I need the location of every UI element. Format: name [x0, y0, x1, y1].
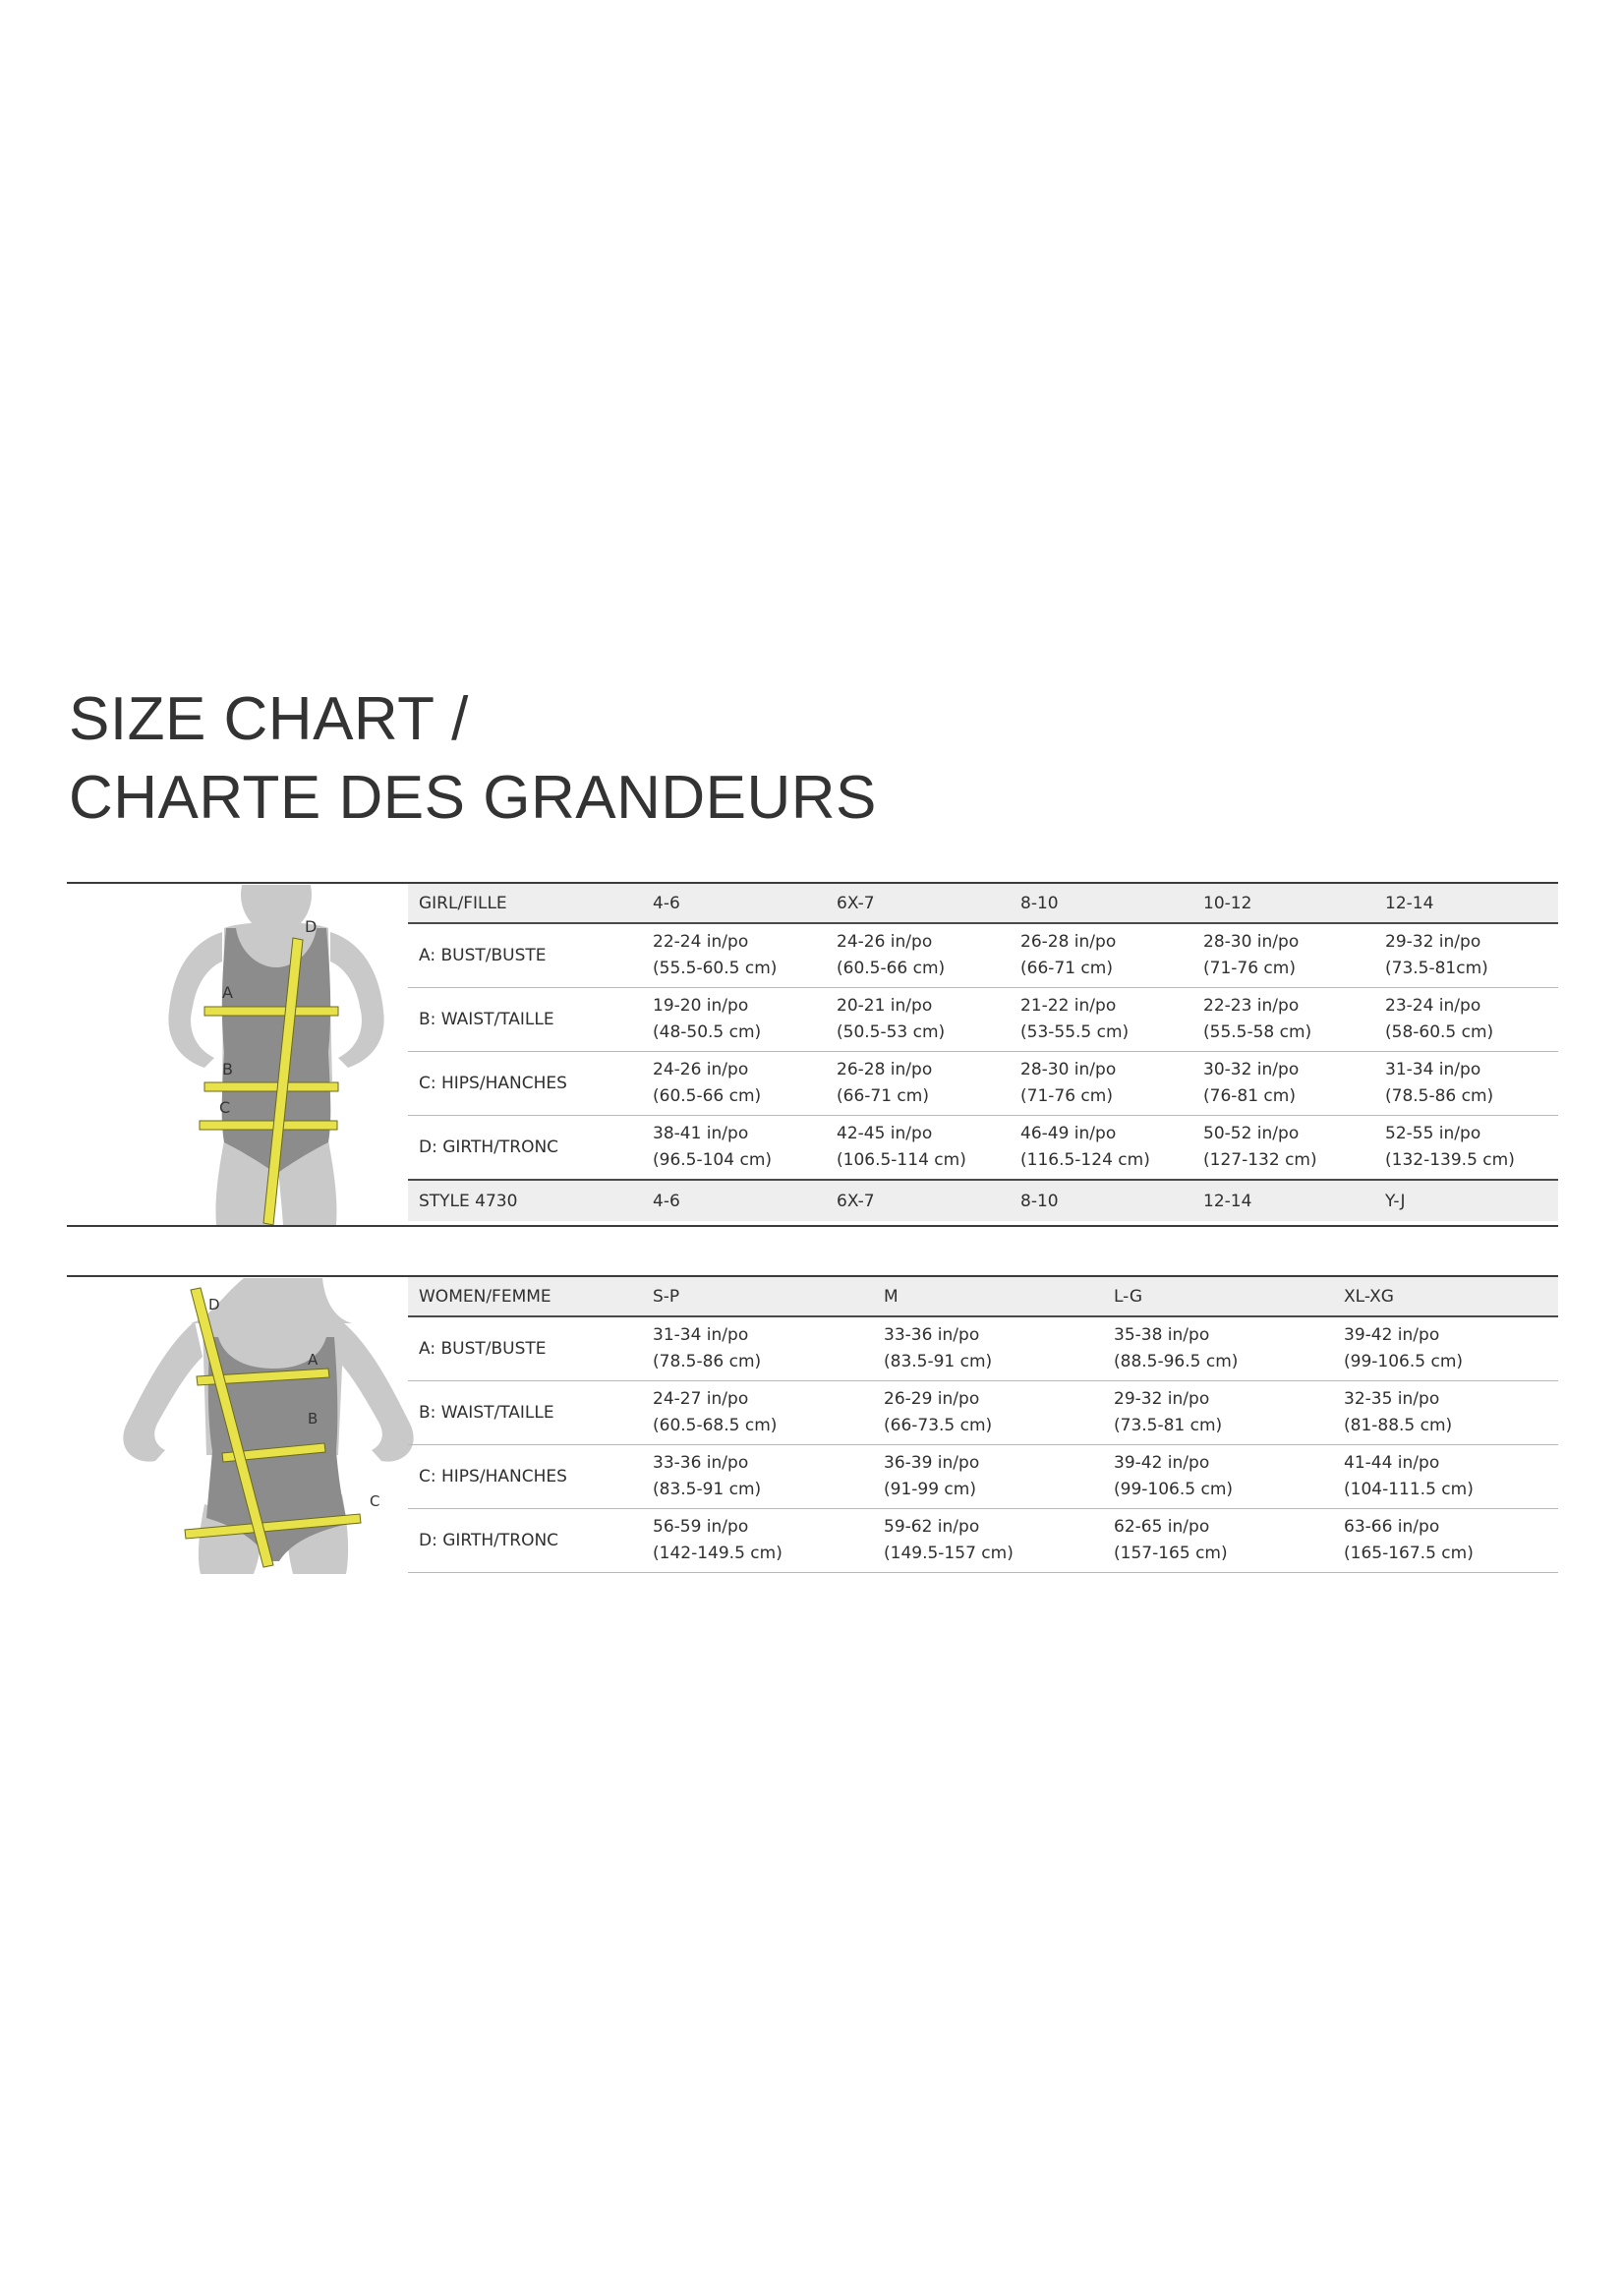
cell-cm: (55.5-60.5 cm)	[653, 959, 778, 978]
cell-cm: (73.5-81cm)	[1385, 959, 1488, 978]
table-row	[408, 1052, 1558, 1116]
cell-inches: 24-27 in/po	[653, 1389, 749, 1409]
cell-inches: 29-32 in/po	[1385, 932, 1481, 952]
table-cell	[873, 1316, 1103, 1381]
cell-cm: (48-50.5 cm)	[653, 1022, 762, 1042]
girl-size-table	[408, 884, 1558, 1221]
cell-inches: 22-23 in/po	[1203, 996, 1300, 1016]
cell-cm: (99-106.5 cm)	[1344, 1352, 1464, 1371]
girl-header-row	[408, 884, 1558, 923]
girl-label-c: C	[219, 1098, 231, 1117]
page-title	[69, 680, 877, 838]
table-cell	[1333, 1381, 1558, 1445]
cell-cm: (58-60.5 cm)	[1385, 1022, 1494, 1042]
cell-inches: 26-28 in/po	[1020, 932, 1117, 952]
cell-inches: 62-65 in/po	[1114, 1517, 1210, 1537]
header-cell: S-P	[642, 1277, 873, 1316]
title-line-1: SIZE CHART /	[69, 685, 469, 753]
women-right-arm	[334, 1321, 414, 1462]
cell-inches: 29-32 in/po	[1114, 1389, 1210, 1409]
footer-cell: 12-14	[1192, 1180, 1374, 1221]
cell-cm: (127-132 cm)	[1203, 1150, 1317, 1170]
cell-cm: (60.5-66 cm)	[837, 959, 946, 978]
cell-cm: (132-139.5 cm)	[1385, 1150, 1515, 1170]
header-cell: WOMEN/FEMME	[408, 1277, 642, 1316]
cell-inches: 42-45 in/po	[837, 1124, 933, 1143]
girl-size-section	[67, 882, 1558, 1227]
cell-cm: (60.5-66 cm)	[653, 1086, 762, 1106]
row-label: D: GIRTH/TRONC	[408, 1509, 642, 1573]
cell-inches: 30-32 in/po	[1203, 1060, 1300, 1079]
header-cell: 10-12	[1192, 884, 1374, 923]
women-label-d: D	[208, 1296, 220, 1313]
cell-cm: (96.5-104 cm)	[653, 1150, 773, 1170]
cell-inches: 38-41 in/po	[653, 1124, 749, 1143]
cell-cm: (76-81 cm)	[1203, 1086, 1296, 1106]
table-row	[408, 1116, 1558, 1181]
footer-cell: STYLE 4730	[408, 1180, 642, 1221]
header-cell: M	[873, 1277, 1103, 1316]
table-row	[408, 1381, 1558, 1445]
row-label: B: WAIST/TAILLE	[408, 1381, 642, 1445]
cell-inches: 26-28 in/po	[837, 1060, 933, 1079]
cell-inches: 23-24 in/po	[1385, 996, 1481, 1016]
table-cell	[873, 1445, 1103, 1509]
cell-cm: (83.5-91 cm)	[653, 1480, 762, 1499]
table-cell	[642, 1509, 873, 1573]
table-cell	[1192, 988, 1374, 1052]
cell-inches: 31-34 in/po	[653, 1325, 749, 1345]
table-cell	[1010, 1116, 1192, 1181]
cell-cm: (55.5-58 cm)	[1203, 1022, 1312, 1042]
girl-left-arm	[168, 932, 222, 1068]
section-bottom-rule	[67, 1225, 1558, 1227]
cell-inches: 52-55 in/po	[1385, 1124, 1481, 1143]
table-cell	[1192, 1052, 1374, 1116]
tape-a	[204, 1007, 338, 1016]
cell-inches: 59-62 in/po	[884, 1517, 980, 1537]
table-cell	[1103, 1509, 1333, 1573]
cell-inches: 21-22 in/po	[1020, 996, 1117, 1016]
table-row	[408, 988, 1558, 1052]
row-label: A: BUST/BUSTE	[408, 1316, 642, 1381]
table-cell	[1192, 923, 1374, 988]
women-size-section	[67, 1275, 1558, 1576]
table-cell	[1374, 923, 1558, 988]
table-row	[408, 1316, 1558, 1381]
girl-right-arm	[330, 932, 384, 1068]
cell-cm: (157-165 cm)	[1114, 1544, 1228, 1563]
cell-cm: (83.5-91 cm)	[884, 1352, 993, 1371]
cell-cm: (66-71 cm)	[1020, 959, 1113, 978]
table-cell	[1374, 988, 1558, 1052]
title-line-2: CHARTE DES GRANDEURS	[69, 764, 877, 832]
cell-inches: 32-35 in/po	[1344, 1389, 1440, 1409]
table-cell	[1374, 1052, 1558, 1116]
table-cell	[1333, 1445, 1558, 1509]
table-cell	[873, 1509, 1103, 1573]
cell-inches: 63-66 in/po	[1344, 1517, 1440, 1537]
header-cell: 4-6	[642, 884, 826, 923]
cell-cm: (106.5-114 cm)	[837, 1150, 966, 1170]
table-cell	[1103, 1381, 1333, 1445]
cell-inches: 33-36 in/po	[653, 1453, 749, 1473]
row-label: C: HIPS/HANCHES	[408, 1052, 642, 1116]
cell-inches: 41-44 in/po	[1344, 1453, 1440, 1473]
table-row	[408, 1509, 1558, 1573]
cell-inches: 50-52 in/po	[1203, 1124, 1300, 1143]
row-label: D: GIRTH/TRONC	[419, 1137, 559, 1157]
header-cell: 6X-7	[826, 884, 1010, 923]
cell-cm: (60.5-68.5 cm)	[653, 1416, 778, 1435]
cell-inches: 28-30 in/po	[1020, 1060, 1117, 1079]
cell-cm: (53-55.5 cm)	[1020, 1022, 1130, 1042]
girl-measurement-figure	[96, 885, 421, 1225]
cell-cm: (78.5-86 cm)	[653, 1352, 762, 1371]
cell-cm: (78.5-86 cm)	[1385, 1086, 1494, 1106]
cell-inches: 39-42 in/po	[1344, 1325, 1440, 1345]
cell-inches: 31-34 in/po	[1385, 1060, 1481, 1079]
women-measurement-figure	[96, 1278, 421, 1574]
table-cell	[826, 1116, 1010, 1181]
cell-cm: (142-149.5 cm)	[653, 1544, 783, 1563]
cell-inches: 39-42 in/po	[1114, 1453, 1210, 1473]
row-label: C: HIPS/HANCHES	[408, 1445, 642, 1509]
cell-inches: 24-26 in/po	[837, 932, 933, 952]
cell-inches: 36-39 in/po	[884, 1453, 980, 1473]
cell-inches: 35-38 in/po	[1114, 1325, 1210, 1345]
row-label: A: BUST/BUSTE	[408, 923, 642, 988]
table-cell	[642, 1445, 873, 1509]
cell-cm: (50.5-53 cm)	[837, 1022, 946, 1042]
cell-cm: (66-73.5 cm)	[884, 1416, 993, 1435]
girl-label-d: D	[305, 917, 318, 936]
table-cell	[1192, 1116, 1374, 1181]
table-cell	[1333, 1316, 1558, 1381]
header-cell: GIRL/FILLE	[408, 884, 642, 923]
table-cell	[642, 988, 826, 1052]
women-header-row	[408, 1277, 1558, 1316]
table-cell	[826, 923, 1010, 988]
cell-inches: 46-49 in/po	[1020, 1124, 1117, 1143]
cell-cm: (88.5-96.5 cm)	[1114, 1352, 1239, 1371]
table-cell	[642, 1316, 873, 1381]
table-cell	[1103, 1445, 1333, 1509]
footer-cell: 8-10	[1010, 1180, 1192, 1221]
cell-cm: (73.5-81 cm)	[1114, 1416, 1223, 1435]
cell-inches: 56-59 in/po	[653, 1517, 749, 1537]
header-cell: XL-XG	[1333, 1277, 1558, 1316]
women-label-a: A	[308, 1351, 319, 1369]
cell-cm: (91-99 cm)	[884, 1480, 976, 1499]
table-row	[408, 1445, 1558, 1509]
header-cell: 12-14	[1374, 884, 1558, 923]
cell-inches: 19-20 in/po	[653, 996, 749, 1016]
table-cell	[1010, 923, 1192, 988]
table-cell	[1374, 1116, 1558, 1181]
table-cell	[1333, 1509, 1558, 1573]
cell-cm: (116.5-124 cm)	[1020, 1150, 1150, 1170]
cell-cm: (165-167.5 cm)	[1344, 1544, 1474, 1563]
table-cell	[642, 1052, 826, 1116]
women-label-c: C	[370, 1492, 380, 1510]
women-left-arm	[123, 1321, 203, 1462]
header-cell: 8-10	[1010, 884, 1192, 923]
table-cell	[826, 988, 1010, 1052]
cell-inches: 24-26 in/po	[653, 1060, 749, 1079]
row-label: B: WAIST/TAILLE	[408, 988, 642, 1052]
footer-cell: 4-6	[642, 1180, 826, 1221]
cell-cm: (149.5-157 cm)	[884, 1544, 1014, 1563]
cell-inches: 22-24 in/po	[653, 932, 749, 952]
cell-cm: (71-76 cm)	[1020, 1086, 1113, 1106]
table-cell	[826, 1052, 1010, 1116]
header-cell: L-G	[1103, 1277, 1333, 1316]
cell-inches: 28-30 in/po	[1203, 932, 1300, 952]
cell-cm: (66-71 cm)	[837, 1086, 929, 1106]
table-cell	[642, 923, 826, 988]
cell-inches: 33-36 in/po	[884, 1325, 980, 1345]
girl-label-a: A	[222, 983, 233, 1002]
cell-inches: 26-29 in/po	[884, 1389, 980, 1409]
cell-inches: 20-21 in/po	[837, 996, 933, 1016]
cell-cm: (71-76 cm)	[1203, 959, 1296, 978]
girl-style-row	[408, 1180, 1558, 1221]
girl-label-b: B	[222, 1060, 233, 1079]
table-cell	[642, 1381, 873, 1445]
cell-cm: (81-88.5 cm)	[1344, 1416, 1453, 1435]
table-cell	[1103, 1316, 1333, 1381]
footer-cell: Y-J	[1374, 1180, 1558, 1221]
table-cell	[1010, 1052, 1192, 1116]
table-row	[408, 923, 1558, 988]
table-cell	[1010, 988, 1192, 1052]
tape-b	[204, 1082, 338, 1091]
cell-cm: (99-106.5 cm)	[1114, 1480, 1234, 1499]
table-cell	[873, 1381, 1103, 1445]
table-cell	[642, 1116, 826, 1181]
cell-cm: (104-111.5 cm)	[1344, 1480, 1474, 1499]
women-size-table	[408, 1277, 1558, 1573]
women-label-b: B	[308, 1410, 319, 1428]
tape-c	[200, 1121, 337, 1130]
footer-cell: 6X-7	[826, 1180, 1010, 1221]
